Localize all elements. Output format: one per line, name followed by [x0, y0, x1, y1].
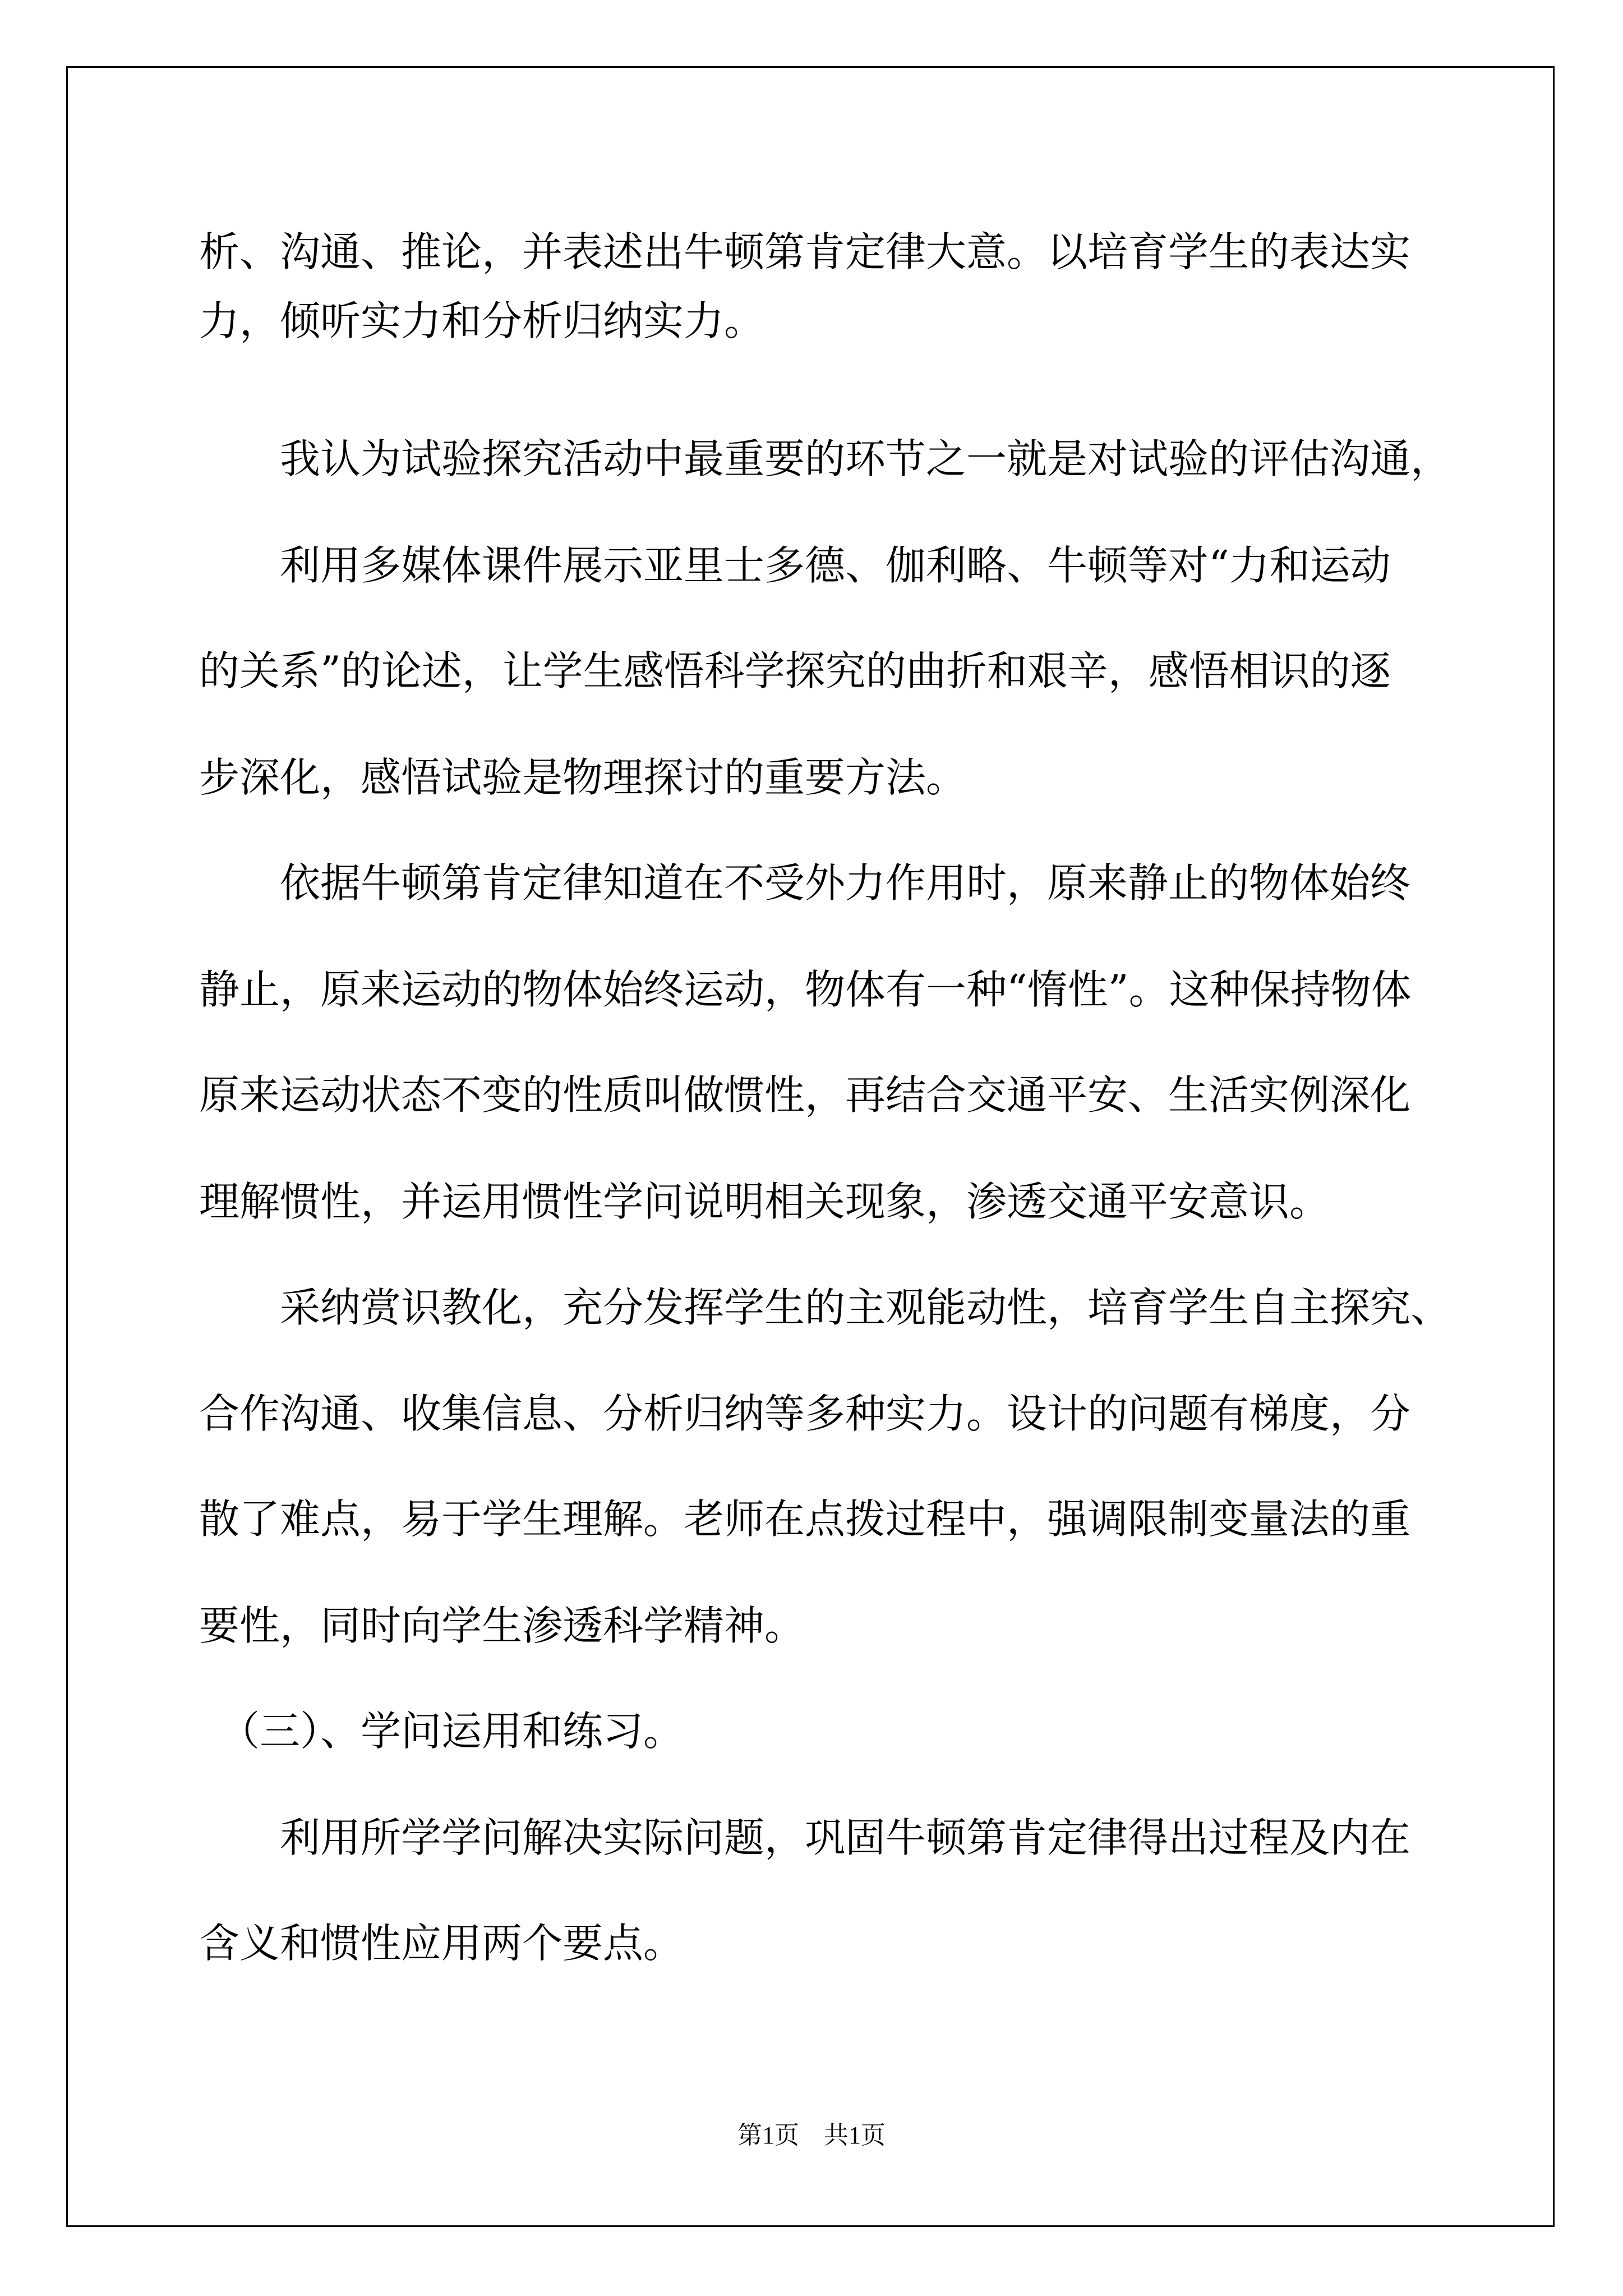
- text-line: 利用多媒体课件展示亚里士多德、伽利略、牛顿等对“力和运动: [199, 542, 1391, 589]
- text-line: 原来运动状态不变的性质叫做惯性，再结合交通平安、生活实例深化: [199, 1071, 1411, 1119]
- text-line: 的关系”的论述，让学生感悟科学探究的曲折和艰辛，感悟相识的逐: [199, 647, 1391, 694]
- text-line: 要性，同时向学生渗透科学精神。: [199, 1602, 805, 1649]
- page-number: 第1页 共1页: [737, 2122, 886, 2149]
- page-border: [66, 66, 1555, 2227]
- text-line: 力，倾听实力和分析归纳实力。: [199, 297, 765, 344]
- text-line: 依据牛顿第肯定律知道在不受外力作用时，原来静止的物体始终: [199, 859, 1411, 907]
- text-line: 静止，原来运动的物体始终运动，物体有一种“惰性”。这种保持物体: [199, 966, 1412, 1013]
- text-line: 析、沟通、推论，并表述出牛顿第肯定律大意。以培育学生的表达实: [199, 228, 1411, 275]
- text-line: 步深化，感悟试验是物理探讨的重要方法。: [199, 754, 967, 801]
- text-line: 我认为试验探究活动中最重要的环节之一就是对试验的评估沟通，: [199, 435, 1451, 482]
- text-line: 散了难点，易于学生理解。老师在点拨过程中，强调限制变量法的重: [199, 1496, 1411, 1543]
- section-heading: （三）、学问运用和练习。: [199, 1708, 684, 1755]
- text-line: 利用所学学问解决实际问题，巩固牛顿第肯定律得出过程及内在: [199, 1814, 1411, 1861]
- text-line: 理解惯性，并运用惯性学问说明相关现象，渗透交通平安意识。: [199, 1178, 1330, 1225]
- text-line: 含义和惯性应用两个要点。: [199, 1920, 684, 1967]
- text-line: 合作沟通、收集信息、分析归纳等多种实力。设计的问题有梯度，分: [199, 1390, 1411, 1437]
- text-line: 采纳赏识教化，充分发挥学生的主观能动性，培育学生自主探究、: [199, 1284, 1451, 1331]
